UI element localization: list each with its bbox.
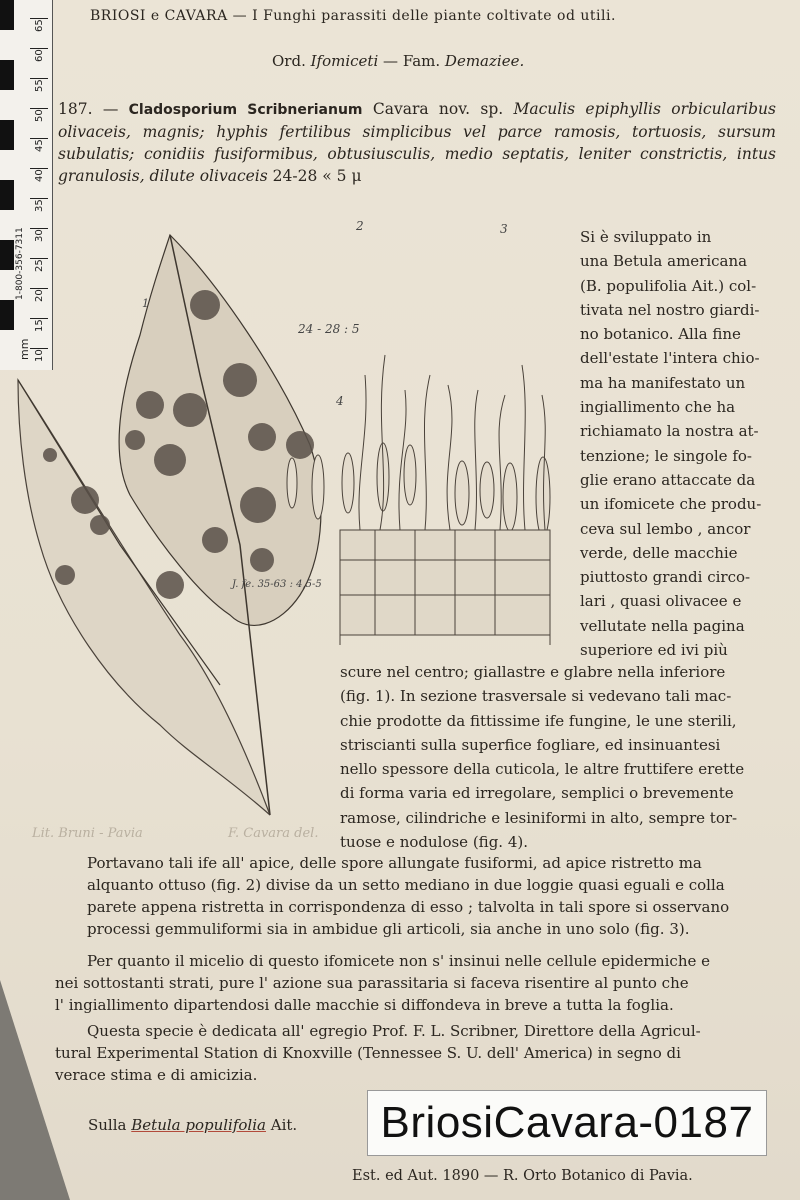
ruler-mark: 35 [34,199,45,212]
text-line: nei sottostanti strati, pure l' azione sua parassitaria si faceva risentire al punto che [55,974,689,992]
ruler-mark: 40 [34,169,45,182]
host-name: Betula populifolia [131,1116,266,1134]
fig3-spores [455,457,550,537]
ruler-block [0,180,14,210]
fig4-label: 4 [336,394,344,408]
text-line: Portavano tali ife all' apice, delle spore allungate fusiformi, ad apice ristretto ma [87,854,702,872]
species-name: Cladosporium Scribnerianum [128,102,363,118]
text-line: no botanico. Alla fine [580,325,741,344]
family-name: Demaziee. [444,52,525,70]
text-line: (fig. 1). In sezione trasversale si vedevano tali mac- [340,687,732,706]
host-line [88,1116,297,1134]
text-line: vellutate nella pagina [580,616,745,635]
text-line: l' ingiallimento dipartendosi dalle macchie si diffondeva in breve a tutta la foglia. [55,996,674,1014]
text-line: tenzione; le singole fo- [580,446,752,465]
text-line: (B. populifolia Ait.) col- [580,276,757,295]
text-line: chie prodotte da fittissime ife fungine, le une sterili, [340,711,737,730]
fig1-label: 1 [142,297,149,310]
text-line: piuttosto grandi circo- [580,568,751,587]
text-line: scure nel centro; giallastre e glabre nella inferiore [340,663,726,681]
text-line: ma ha manifestato un [580,373,746,392]
ruler-mark: 45 [34,139,45,152]
text-line: superiore ed ivi più [580,641,728,660]
text-line: ramose, cilindriche e lesiniformi in alto, sempre tor- [340,808,738,827]
spore-size: 24-28 « 5 μ [272,167,362,185]
text-line: una Betula americana [580,252,748,271]
text-line: tuose e nodulose (fig. 4). [340,833,528,852]
description-text [340,660,772,854]
host-author: Ait. [270,1116,298,1134]
ruler-mark: 10 [34,349,45,362]
order-name: Ifomiceti [310,52,379,70]
ruler-code: 1-800-356-7311 [15,227,25,300]
ruler-block [0,60,14,90]
species-author: Cavara nov. sp. [372,100,504,118]
text-line: alquanto ottuso (fig. 2) divise da un setto mediano in due loggie quasi eguali e colla [87,876,725,894]
text-line: ingiallimento che ha [580,398,736,417]
order-family-line [272,52,524,70]
text-line: un ifomicete che produ- [580,495,762,514]
fig4-scale: J. fe. 35-63 : 4,5-5 [232,579,322,590]
ruler-mark: 50 [34,109,45,122]
text-line: verde, delle macchie [580,543,738,562]
ruler-mark: 25 [34,259,45,272]
page-header: BRIOSI e CAVARA — I Funghi parassiti delle piante coltivate od utili. [90,8,616,24]
ruler-unit: mm [18,338,31,360]
ruler-mark: 30 [34,229,45,242]
ruler-mark: 60 [34,49,45,62]
fig2-label: 2 [356,219,364,233]
fig2-scale: 24 - 28 : 5 [298,322,360,336]
text-line: dell'estate l'intera chio- [580,349,760,368]
text-line: striscianti sulla superfice fogliare, ed insinuantesi [340,735,721,754]
ruler-block [0,0,14,30]
text-line: tural Experimental Station di Knoxville (Tennessee S. U. dell' America) in segno di [55,1044,681,1062]
text-line: di forma varia ed irregolare, semplici o brevemente [340,784,734,803]
ruler-mark: 20 [34,289,45,302]
ruler-block [0,120,14,150]
publication-footer: Est. ed Aut. 1890 — R. Orto Botanico di Pavia. [352,1168,693,1184]
host-prefix: Sulla [88,1116,127,1134]
species-entry [58,98,776,187]
family-prefix: — Fam. [383,52,441,70]
fig4-section [340,355,550,645]
specimen-barcode-label: BriosiCavara-0187 [367,1090,767,1156]
leaf-front [119,235,321,625]
text-line: lari , quasi olivacee e [580,592,742,611]
order-prefix: Ord. [272,52,306,70]
text-line: tivata nel nostro giardi- [580,300,760,319]
text-line: processi gemmuliformi sia in ambidue gli articoli, sia anche in uno solo (fig. 3). [87,920,690,938]
paragraph-dedication [55,1020,775,1086]
text-line: verace stima e di amicizia. [55,1066,258,1084]
ruler-mark: 65 [34,19,45,32]
latin-diagnosis: Maculis epiphyllis orbicularibus olivaceis, magnis; hyphis fertilibus simplicibus vel parce ramosis, tortuosis, sursum subulatis; conidiis fusiformibus, obtusiusculis, medio septatis, leniter constrictis, intus granulosis, dilute olivaceis [58,100,776,185]
lithographer-credit: Lit. Bruni - Pavia [32,826,143,841]
right-column-text [580,225,772,662]
entry-number: 187. — [58,100,119,118]
text-line: glie erano attaccate da [580,470,756,489]
text-line: ceva sul lembo , ancor [580,519,751,538]
ruler-mark: 55 [34,79,45,92]
paragraph-mycelium [55,950,775,1016]
text-line: Questa specie è dedicata all' egregio Prof. F. L. Scribner, Direttore della Agricul- [87,1022,701,1040]
artist-credit: F. Cavara del. [228,826,319,841]
ruler-mark: 15 [34,319,45,332]
text-line: Per quanto il micelio di questo ifomicete non s' insinui nelle cellule epidermiche e [87,952,710,970]
text-line: Si è sviluppato in [580,228,712,246]
fig3-label: 3 [500,222,508,236]
paragraph-spores [55,852,775,940]
text-line: nello spessore della cuticola, le altre fruttifere erette [340,760,745,779]
text-line: richiamato la nostra at- [580,422,759,441]
text-line: parete appena ristretta in corrispondenza di esso ; talvolta in tali spore si osservano [87,898,730,916]
